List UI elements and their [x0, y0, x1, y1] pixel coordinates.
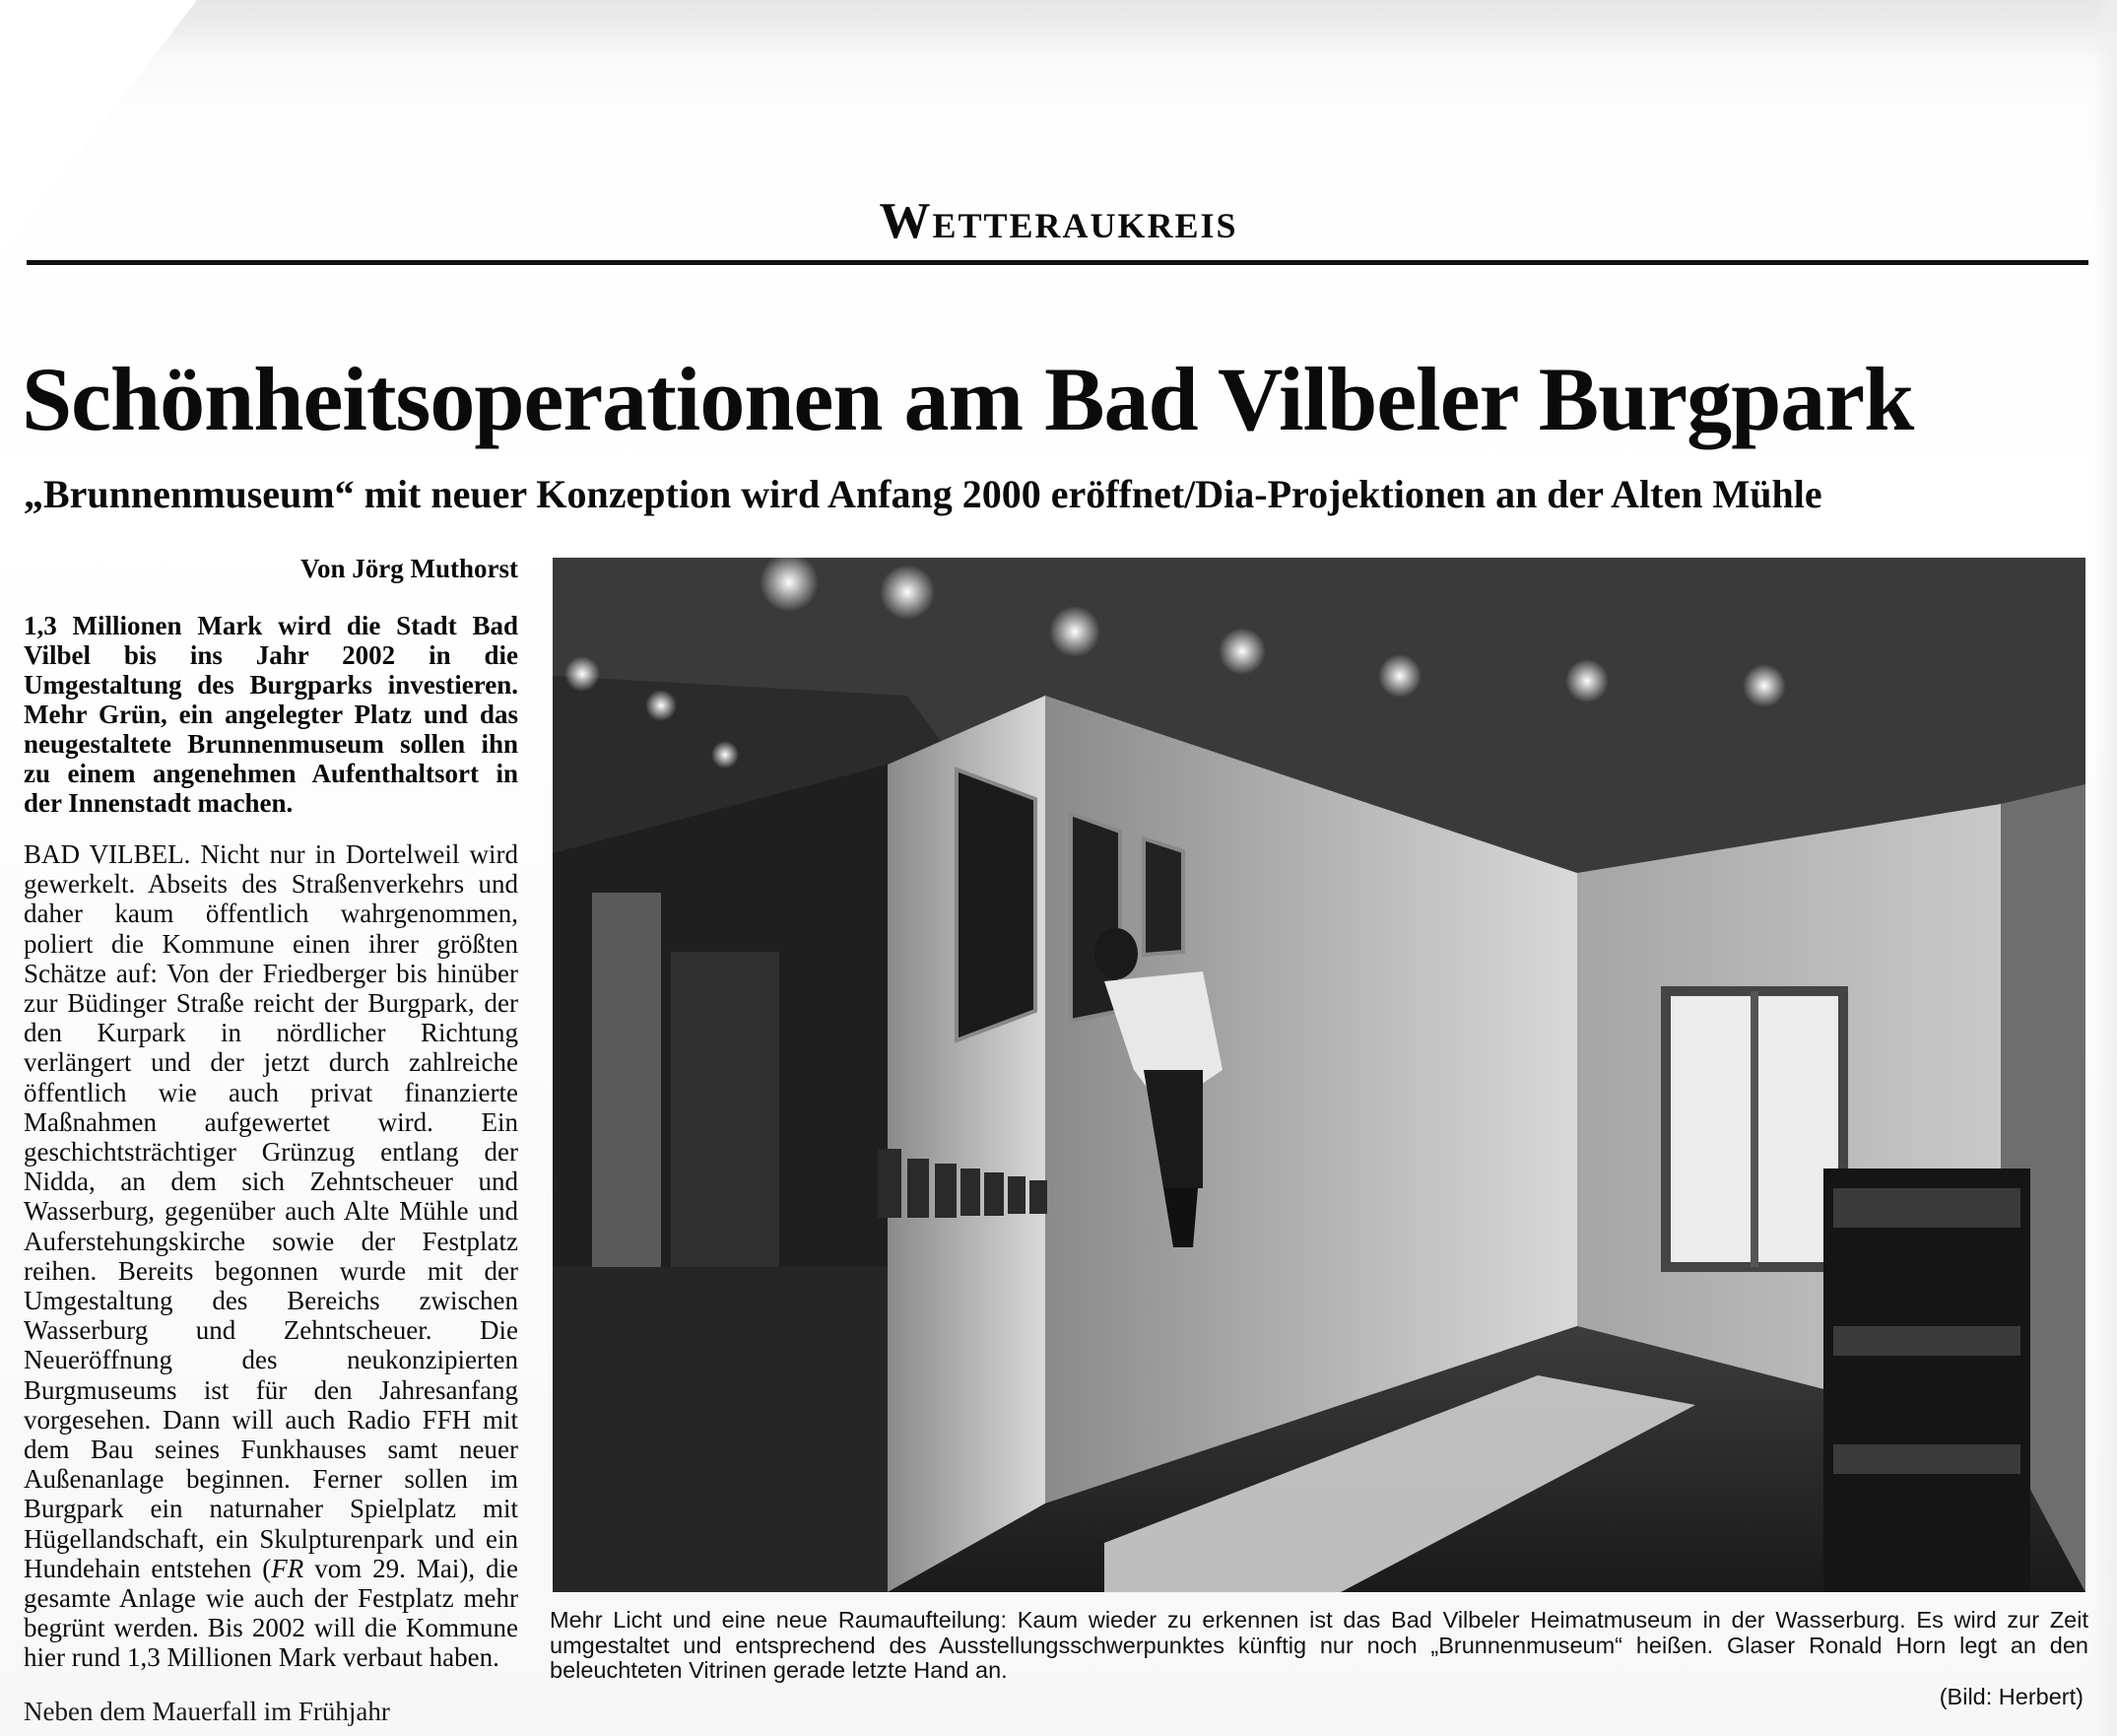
paper-edge-shadow [2093, 0, 2117, 1736]
section-rule [27, 260, 2088, 265]
headline: Schönheitsoperationen am Bad Vilbeler Burgpark [22, 349, 1914, 449]
subheadline: „Brunnenmuseum“ mit neuer Konzeption wird Anfang 2000 eröffnet/Dia-Projektionen an der Alten Mühle [24, 472, 1822, 516]
museum-interior-image [553, 558, 2085, 1592]
photo-caption: Mehr Licht und eine neue Raumaufteilung: Kaum wieder zu erkennen ist das Bad Vilbeler Heimatmuseum in der Wasserburg. Es wird zur Zeit umgestaltet und entsprechend des Ausstellungsschwerpunktes künftig nur noch „Brunnenmuseum“ heißen. Glaser Ronald Horn legt an den beleuchteten Vitrinen gerade letzte Hand an. [550, 1607, 2088, 1683]
cut-off-line: Neben dem Mauerfall im Frühjahr [24, 1697, 390, 1726]
paper-fold-shadow [0, 0, 2117, 59]
section-title: Wetteraukreis [879, 193, 1238, 249]
body-text-1: BAD VILBEL. Nicht nur in Dortelweil wird gewerkelt. Abseits des Straßenverkehrs und daher kaum öffentlich wahrgenommen, poliert die Kommune einen ihrer größten Schätze auf: Von der Friedberger bis hinüber zur Büdinger Straße reicht der Burgpark, der den Kurpark in nördlicher Richtung verlängert und der jetzt durch zahlreiche öffentlich wie auch privat finanzierte Maßnahmen aufgewertet wird. Ein geschichtsträchtiger Grünzug entlang der Nidda, an dem sich Zehntscheuer und Wasserburg, gegenüber auch Alte Mühle und Auferstehungskirche sowie der Festplatz reihen. Bereits begonnen wurde mit der Umgestaltung des Bereichs zwischen Wasserburg und Zehntscheuer. Die Neueröffnung des neukonzipierten Burgmuseums ist für den Jahresanfang vorgesehen. Dann will auch Radio FFH mit dem Bau seines Funkhauses samt neuer Außenanlage beginnen. Ferner sollen im Burgpark ein naturnaher Spielplatz mit Hügellandschaft, ein Skulpturenpark und ein Hundehain entstehen ( [24, 839, 518, 1583]
article-body [24, 839, 518, 1673]
byline: Von Jörg Muthorst [299, 554, 518, 583]
museum-photo [553, 558, 2085, 1592]
lead-text: 1,3 Millionen Mark wird die Stadt Bad Vilbel bis ins Jahr 2002 in die Umgestaltung des Burgparks investieren. Mehr Grün, ein angelegter Platz und das neugestaltete Brunnenmuseum sollen ihn zu einem angenehmen Aufenthaltsort in der Innenstadt machen. [24, 611, 518, 818]
photo-credit: (Bild: Herbert) [1939, 1684, 2084, 1709]
body-reference: FR [271, 1553, 304, 1583]
lead-paragraph [24, 611, 518, 818]
body-text-2: vom 29. Mai), die gesamte Anlage wie auch der Festplatz mehr begrünt werden. Bis 2002 will die Kommune hier rund 1,3 Millionen Mark verbaut haben. [24, 1553, 518, 1673]
body-paragraph [24, 839, 518, 1673]
